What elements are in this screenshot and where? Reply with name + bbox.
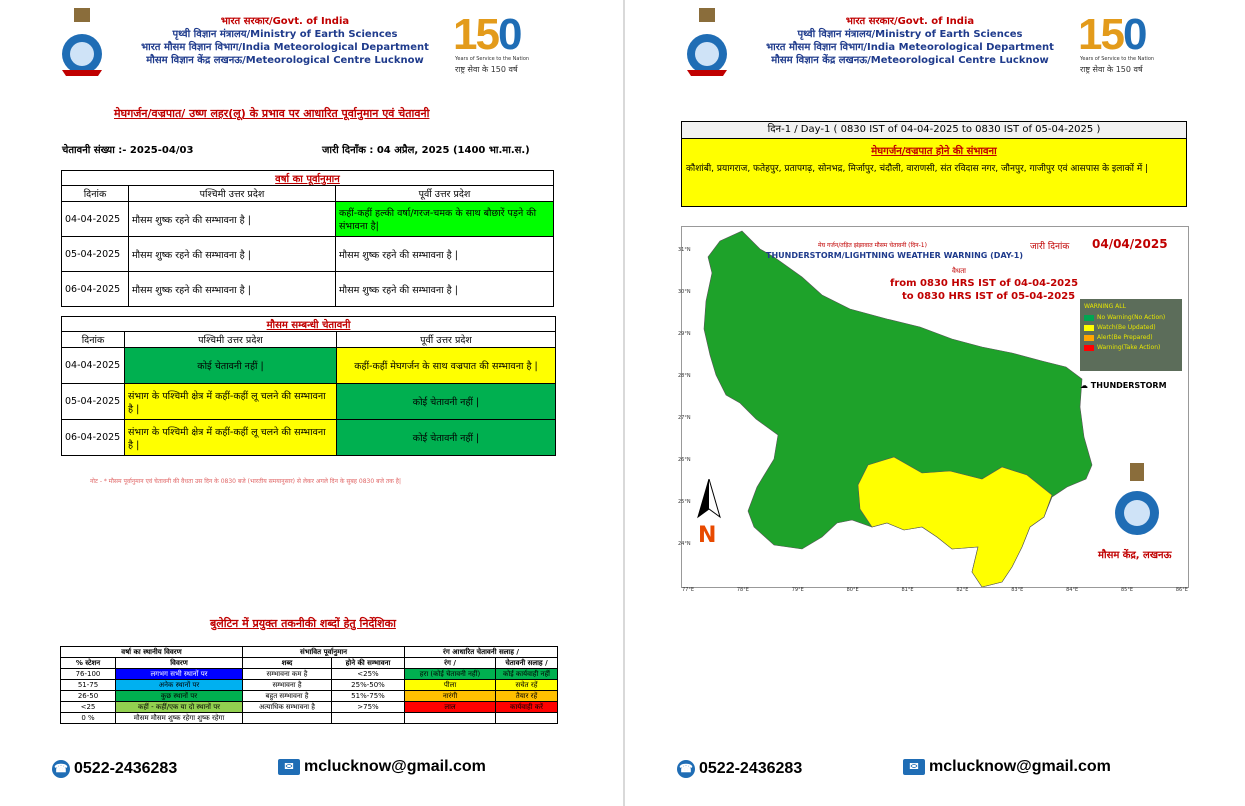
phone-contact[interactable]: ☎ 0522-2436283 [677, 760, 802, 778]
validity-note: नोट - * मौसम पूर्वानुमान एवं चेतावनी की वैधता उस दिन के 0830 बजे (भारतीय समयानुसार) से लेकर अगले दिन के सुबह 0830 बजे तक है| [90, 478, 402, 485]
warn-table-title: मौसम सम्बन्धी चेतावनी [266, 320, 351, 331]
glossary-title: बुलेटिन में प्रयुक्त तकनीकी शब्दों हेतु निर्देशिका [210, 617, 396, 630]
header-govt: भारत सरकार/Govt. of India [220, 16, 350, 27]
map-legend: WARNING ALL No Warning(No Action) Watch(Be Updated) Alert(Be Prepared) Warning(Take Action) [1080, 299, 1182, 371]
header-imd: भारत मौसम विज्ञान विभाग/India Meteorological Department [766, 42, 1054, 53]
table-row: <25 कहीं - कहीं/एक या दो स्थानों पर अत्याधिक सम्भावना है >75% लाल कार्यवाही करें [61, 702, 558, 713]
header-imd: भारत मौसम विज्ञान विभाग/India Meteorological Department [141, 42, 429, 53]
imd-emblem-icon [677, 8, 737, 78]
mail-icon: ✉ [278, 759, 300, 775]
glossary-table: वर्षा का स्थानीय विवरण संभावित पूर्वानुमान रंग आधारित चेतावनी सलाह / % स्टेशन विवरण शब्द होने की सम्भावना रंग / चेतावनी सलाह / 76-100 लगभग सभी स्थानों पर सम्भावना कम है <25% हरा (कोई चेतावनी नहीं) कोई कार्यवाही नहीं 51-75 अनेक स्थानों पर सम्भावना है 25%-50% पीला सचेत रहें 26-50 कुछ स्थानों पर बहुत सम्भावना है 51%-75% नारंगी तैयार रहें <25 कहीं - कहीं/एक या दो स्थानों पर अत्याधिक सम्भावना है >75% लाल कार्यवाही करें 0 % मौसम मौसम शुष्क रहेगा शुष्क रहेगा [60, 646, 558, 724]
rain-forecast-table: वर्षा का पूर्वानुमान दिनांक पश्चिमी उत्तर प्रदेश पूर्वी उत्तर प्रदेश 04-04-2025 मौसम शुष्क रहने की सम्भावना है | कहीं-कहीं हल्की वर्षा/गरज-चमक के साथ बौछारें पड़ने की संभावना है| 05-04-2025 मौसम शुष्क रहने की सम्भावना है | मौसम शुष्क रहने की सम्भावना है | 06-04-2025 मौसम शुष्क रहने की सम्भावना है | मौसम शुष्क रहने की सम्भावना है | [61, 170, 554, 307]
weather-warning-table: मौसम सम्बन्धी चेतावनी दिनांक पश्चिमी उत्तर प्रदेश पूर्वी उत्तर प्रदेश 04-04-2025 कोई चेतावनी नहीं | कहीं-कहीं मेघगर्जन के साथ वज्रपात की सम्भावना है | 05-04-2025 संभाग के पश्चिमी क्षेत्र में कहीं-कहीं लू चलने की सम्भावना है | कोई चेतावनी नहीं | 06-04-2025 संभाग के पश्चिमी क्षेत्र में कहीं-कहीं लू चलने की सम्भावना है | कोई चेतावनी नहीं | [61, 316, 556, 456]
imd-150-logo: 150 Years of Service to the Nation राष्ट्र सेवा के 150 वर्ष [453, 10, 530, 74]
warning-map: मेघ गर्जन/तड़ित झंझावात मौसम चेतावनी (दिन-1) जारी दिनांक 04/04/2025 THUNDERSTORM/LIGHTNING WEATHER WARNING (DAY-1) वैधता from 0830 HRS IST of 04-04-2025 to 0830 HRS IST of 05-04-2025 WARNING ALL No Warning(No Action) Watch(Be Updated) Alert(Be Prepared) Warning(Take Action) ☁ THUNDERSTORM N मौसम केंद्र, लखनऊ 77°E 78°E 79°E 80°E 81°E 82°E 83°E 84°E 85°E 86°E 31°N 30°N 29°N 28°N 27°N 26°N 25°N 24°N [681, 226, 1189, 588]
table-row: 26-50 कुछ स्थानों पर बहुत सम्भावना है 51%-75% नारंगी तैयार रहें [61, 691, 558, 702]
imd-emblem-icon [52, 8, 112, 78]
header-centre: मौसम विज्ञान केंद्र लखनऊ/Meteorological Centre Lucknow [146, 55, 424, 66]
lat-ticks: 31°N 30°N 29°N 28°N 27°N 26°N 25°N 24°N [678, 247, 691, 547]
lon-ticks: 77°E 78°E 79°E 80°E 81°E 82°E 83°E 84°E 85°E 86°E [682, 587, 1188, 593]
table-row: 06-04-2025 मौसम शुष्क रहने की सम्भावना है | मौसम शुष्क रहने की सम्भावना है | [62, 272, 554, 307]
map-region-watch [858, 457, 1052, 587]
page1-header [120, 15, 450, 67]
main-title: मेघगर्जन/वज्रपात/ उष्ण लहर(लू) के प्रभाव पर आधारित पूर्वानुमान एवं चेतावनी [114, 107, 430, 120]
email-contact[interactable]: ✉ mclucknow@gmail.com [278, 758, 486, 776]
page-2 [625, 0, 1245, 806]
districts-text: कौशांबी, प्रयागराज, फतेहपुर, प्रतापगढ़, सोनभद्र, मिर्जापुर, चंदौली, वाराणसी, संत रविदास नगर, जौनपुर, गाजीपुर एवं आसपास के इलाकों में | [686, 164, 1149, 174]
day-title: दिन-1 / Day-1 ( 0830 IST of 04-04-2025 to 0830 IST of 05-04-2025 ) [682, 122, 1186, 139]
phone-contact[interactable]: ☎ 0522-2436283 [52, 760, 177, 778]
table-row: 05-04-2025 मौसम शुष्क रहने की सम्भावना है | मौसम शुष्क रहने की सम्भावना है | [62, 237, 554, 272]
north-label: N [698, 523, 717, 548]
email-contact[interactable]: ✉ mclucknow@gmail.com [903, 758, 1111, 776]
map-issue-date: 04/04/2025 [1092, 237, 1168, 251]
table-row: 06-04-2025 संभाग के पश्चिमी क्षेत्र में कहीं-कहीं लू चलने की सम्भावना है | कोई चेतावनी नहीं | [62, 420, 556, 456]
phone-icon: ☎ [677, 760, 695, 778]
mail-icon: ✉ [903, 759, 925, 775]
header-centre: मौसम विज्ञान केंद्र लखनऊ/Meteorological Centre Lucknow [771, 55, 1049, 66]
imd-emblem-icon [1112, 463, 1162, 547]
header-govt: भारत सरकार/Govt. of India [845, 16, 975, 27]
issue-date: जारी दिनाँक : 04 अप्रैल, 2025 (1400 भा.मा.स.) [322, 145, 530, 156]
table-row: 51-75 अनेक स्थानों पर सम्भावना है 25%-50% पीला सचेत रहें [61, 680, 558, 691]
table-row: 76-100 लगभग सभी स्थानों पर सम्भावना कम है <25% हरा (कोई चेतावनी नहीं) कोई कार्यवाही नहीं [61, 669, 558, 680]
rain-table-title: वर्षा का पूर्वानुमान [275, 174, 340, 185]
phone-icon: ☎ [52, 760, 70, 778]
header-ministry: पृथ्वी विज्ञान मंत्रालय/Ministry of Earth Sciences [172, 29, 398, 40]
page2-header [745, 15, 1075, 67]
thunderstorm-icon: ☁ [1080, 381, 1088, 390]
table-row: 0 % मौसम मौसम शुष्क रहेगा शुष्क रहेगा [61, 713, 558, 724]
imd-150-logo: 150 Years of Service to the Nation राष्ट्र सेवा के 150 वर्ष [1078, 10, 1155, 74]
thunderstorm-legend: ☁ THUNDERSTORM [1080, 381, 1167, 390]
day1-box [681, 121, 1187, 207]
centre-label: मौसम केंद्र, लखनऊ [1098, 550, 1172, 561]
header-ministry: पृथ्वी विज्ञान मंत्रालय/Ministry of Earth Sciences [797, 29, 1023, 40]
table-row: 04-04-2025 कोई चेतावनी नहीं | कहीं-कहीं मेघगर्जन के साथ वज्रपात की सम्भावना है | [62, 348, 556, 384]
table-row: 05-04-2025 संभाग के पश्चिमी क्षेत्र में कहीं-कहीं लू चलने की सम्भावना है | कोई चेतावनी नहीं | [62, 384, 556, 420]
section-title: मेघगर्जन/वज्रपात होने की संभावना [871, 146, 997, 157]
warning-number: चेतावनी संख्या :- 2025-04/03 [62, 145, 194, 156]
table-row: 04-04-2025 मौसम शुष्क रहने की सम्भावना है | कहीं-कहीं हल्की वर्षा/गरज-चमक के साथ बौछारें पड़ने की संभावना है| [62, 202, 554, 237]
